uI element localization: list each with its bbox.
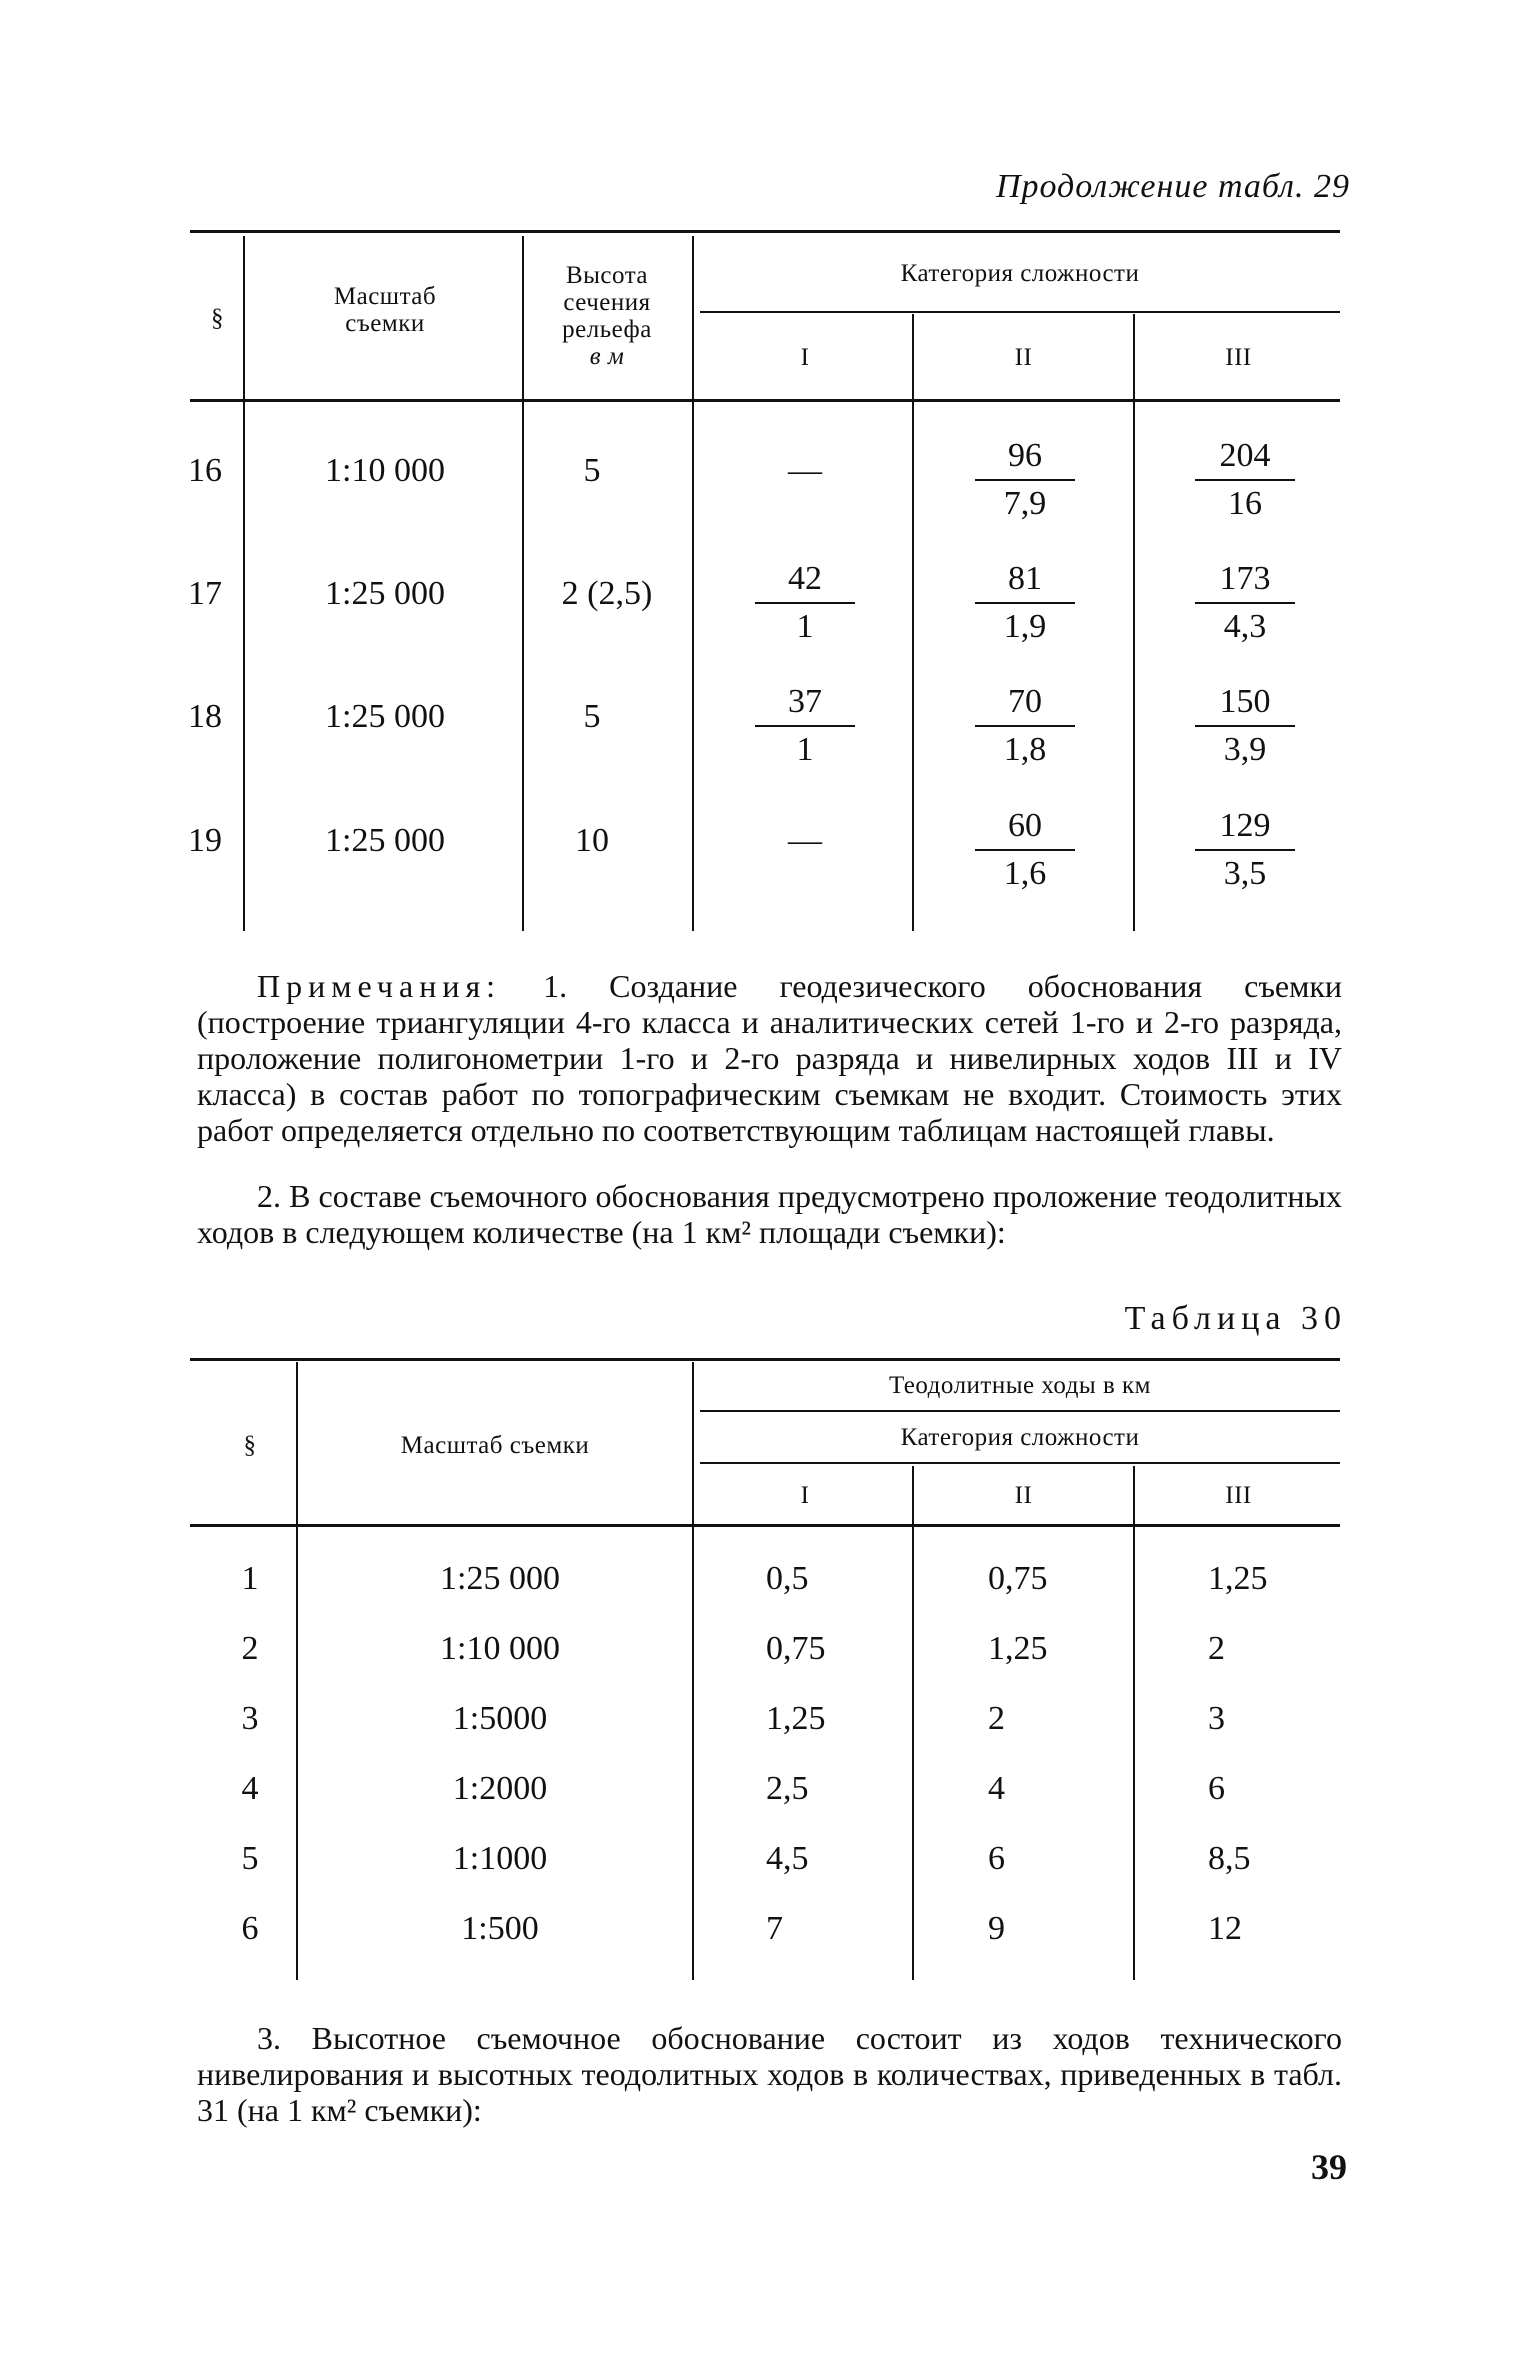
table-30-title: Таблица 30 [1124, 1300, 1347, 1337]
continuation-caption: Продолжение табл. 29 [995, 168, 1350, 205]
note-1 [197, 968, 1342, 1148]
t30-row-cat1: 4,5 [766, 1840, 809, 1877]
t30-row-cat2: 9 [988, 1910, 1005, 1947]
t29-row-cat1-dash: — [788, 452, 822, 489]
t29-row-scale: 1:25 000 [325, 575, 445, 612]
t30-row-cat3: 1,25 [1208, 1560, 1268, 1597]
t30-row-scale: 1:500 [461, 1910, 539, 1947]
t29-header-section: § [211, 305, 224, 332]
t29-fraction: 37 1 [750, 681, 860, 771]
t30-row-scale: 1:25 000 [440, 1560, 560, 1597]
t29-fraction: 81 1,9 [970, 558, 1080, 648]
t29-row-scale: 1:25 000 [325, 822, 445, 859]
t30-row-cat1: 0,5 [766, 1560, 809, 1597]
note-3: 3. Высотное съемочное обоснование состоит из ходов технического нивелирования и высотных теодолитных ходов в количествах, приведенных в табл. 31 (на 1 км² съемки): [197, 2020, 1342, 2128]
t29-header-cat-3: III [1225, 344, 1252, 371]
t30-row-number: 1 [241, 1560, 259, 1597]
t29-fraction: 70 1,8 [970, 681, 1080, 771]
t29-fraction: 129 3,5 [1190, 805, 1300, 895]
t30-row-scale: 1:5000 [452, 1700, 548, 1737]
t30-row-number: 6 [241, 1910, 259, 1947]
t29-row-number: 18 [188, 698, 222, 735]
t30-row-cat3: 12 [1208, 1910, 1242, 1947]
t30-header-theod: Теодолитные ходы в км [888, 1372, 1151, 1399]
t30-row-number: 5 [241, 1840, 259, 1877]
t29-header-cat-1: I [800, 344, 810, 371]
t30-row-scale: 1:2000 [452, 1770, 548, 1807]
t29-row-height: 5 [583, 698, 601, 735]
t30-row-cat2: 6 [988, 1840, 1005, 1877]
t30-row-cat2: 0,75 [988, 1560, 1048, 1597]
t30-row-cat1: 1,25 [766, 1700, 826, 1737]
t30-row-cat1: 0,75 [766, 1630, 826, 1667]
t29-row-height: 2 (2,5) [561, 575, 653, 612]
t30-row-number: 2 [241, 1630, 259, 1667]
t29-header-cat-2: II [1014, 344, 1033, 371]
t30-row-cat2: 1,25 [988, 1630, 1048, 1667]
t29-row-number: 19 [188, 822, 222, 859]
t29-row-scale: 1:25 000 [325, 698, 445, 735]
t30-header-cat-1: I [800, 1482, 810, 1509]
t29-fraction: 173 4,3 [1190, 558, 1300, 648]
t30-row-cat1: 7 [766, 1910, 783, 1947]
t29-row-cat1-dash: — [788, 822, 822, 859]
t30-row-cat1: 2,5 [766, 1770, 809, 1807]
t29-fraction: 60 1,6 [970, 805, 1080, 895]
t29-row-scale: 1:10 000 [325, 452, 445, 489]
t29-row-height: 5 [583, 452, 601, 489]
t30-header-cat-3: III [1225, 1482, 1252, 1509]
t29-fraction: 204 16 [1190, 435, 1300, 525]
t30-row-cat3: 2 [1208, 1630, 1225, 1667]
notes-label: Примечания: [257, 968, 502, 1004]
t30-row-scale: 1:1000 [452, 1840, 548, 1877]
note-1-text: 1. Создание геодезического обоснования съемки (построение триангуляции 4-го класса и аналитических сетей 1-го и 2-го разряда, проложение полигонометрии 1-го и 2-го разряда и нивелирных ходов III и IV класса) в состав работ по топографическим съемкам не входит. Стоимость этих работ определяется отдельно по соответствующим таблицам настоящей главы. [197, 968, 1343, 1148]
t30-row-cat2: 4 [988, 1770, 1005, 1807]
t29-row-height: 10 [575, 822, 609, 859]
t30-row-number: 4 [241, 1770, 259, 1807]
note-2: 2. В составе съемочного обоснования предусмотрено проложение теодолитных ходов в следующем количестве (на 1 км² площади съемки): [197, 1178, 1342, 1250]
t29-header-height: Высота сечения рельефа в м [562, 262, 652, 370]
t30-row-cat3: 3 [1208, 1700, 1225, 1737]
t29-header-category: Категория сложности [900, 260, 1140, 287]
t30-header-scale: Масштаб съемки [400, 1432, 590, 1459]
t30-row-cat3: 6 [1208, 1770, 1225, 1807]
t29-fraction: 96 7,9 [970, 435, 1080, 525]
t29-header-scale: Масштаб съемки [333, 283, 437, 337]
t29-row-number: 17 [188, 575, 222, 612]
t30-row-scale: 1:10 000 [440, 1630, 560, 1667]
t29-fraction: 42 1 [750, 558, 860, 648]
t30-row-number: 3 [241, 1700, 259, 1737]
t29-fraction: 150 3,9 [1190, 681, 1300, 771]
t30-header-section: § [243, 1432, 257, 1459]
t29-row-number: 16 [188, 452, 222, 489]
t30-row-cat3: 8,5 [1208, 1840, 1251, 1877]
t30-header-category: Категория сложности [900, 1424, 1140, 1451]
t30-header-cat-2: II [1014, 1482, 1033, 1509]
t30-row-cat2: 2 [988, 1700, 1005, 1737]
page-number: 39 [1311, 2147, 1347, 2187]
